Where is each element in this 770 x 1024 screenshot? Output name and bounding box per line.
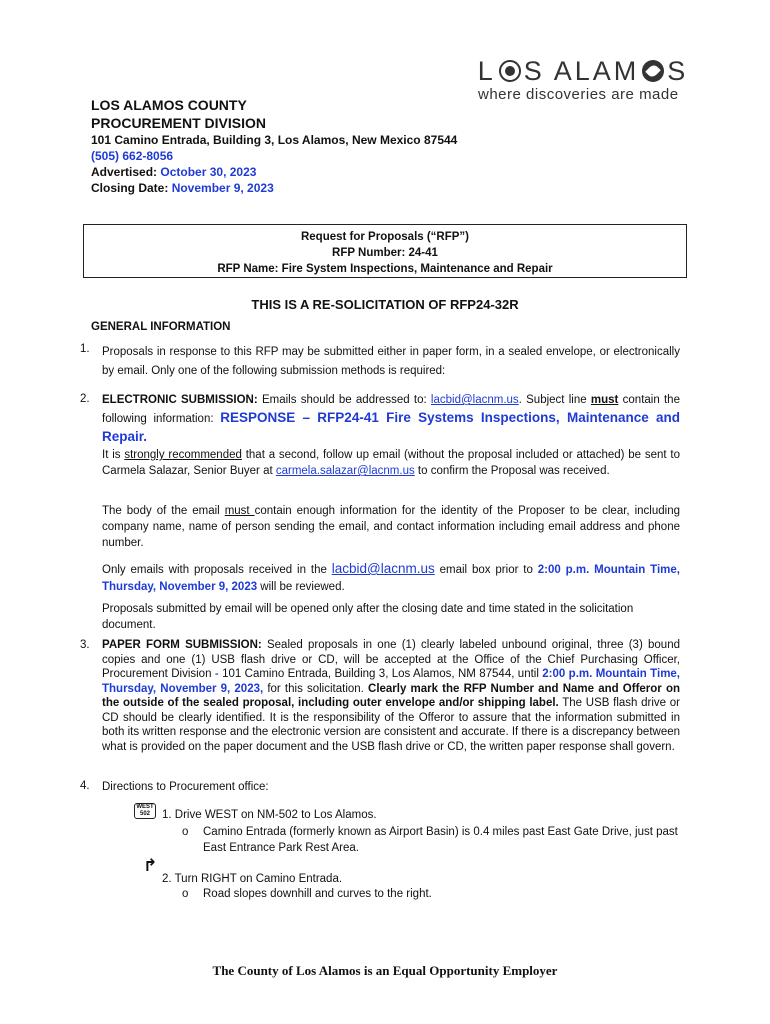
- item2-text: . Subject line: [518, 394, 591, 406]
- strongly-recommended: strongly recommended: [124, 449, 242, 461]
- item2-text: email box prior to: [434, 564, 538, 576]
- item2-paragraph5: Proposals submitted by email will be opened only after the closing date and time stated in the solicitation document.: [102, 603, 634, 631]
- paper-deadline-time: 2:00 p.m. Mountain Time, Thursday, November 9, 2023,: [102, 668, 681, 695]
- item2-text: to confirm the Proposal was received.: [414, 465, 610, 477]
- item2-text: Only emails with proposals received in the: [102, 564, 332, 576]
- bid-email-link-2[interactable]: lacbid@lacnm.us: [331, 561, 435, 576]
- mark-instructions: Clearly mark the RFP Number and Name and Offeror on the outside of the sealed proposal, including outer envelope and/or shipping label.: [102, 682, 680, 709]
- los-alamos-logo: [476, 56, 690, 103]
- item-number: 3.: [80, 639, 90, 651]
- item3-text: The USB flash drive or CD should be clearly identified. It is the responsibility of the Offeror to assure that the information submitted in both its written response and the electronic version are consistent and accurate. If there is a discrepancy between what is provided on the paper document and the USB flash drive or CD, the written paper response shall govern.: [102, 697, 680, 753]
- must-underline: must: [224, 505, 255, 517]
- sun-icon: [499, 60, 521, 82]
- closing-label: Closing Date: [91, 181, 165, 195]
- item-number: 4.: [80, 780, 90, 792]
- must-emphasis: must: [590, 394, 619, 406]
- deadline-time: 2:00 p.m. Mountain Time, Thursday, November 9, 2023: [102, 564, 680, 593]
- direction-step-1: 1. Drive WEST on NM-502 to Los Alamos.: [162, 809, 377, 821]
- item2-text: that a second, follow up email (without the proposal included or attached) be sent to Carmela Salazar, Senior Buyer at: [102, 449, 680, 477]
- rfp-name: RFP Name: Fire System Inspections, Maintenance and Repair: [217, 263, 553, 275]
- highway-sign-icon: [134, 803, 156, 819]
- item2-text: contain the following information:: [102, 394, 680, 425]
- logo-tagline: where discoveries are made: [478, 86, 679, 103]
- item3-paragraph: [102, 638, 680, 754]
- direction-step-2: 2. Turn RIGHT on Camino Entrada.: [162, 873, 343, 885]
- phone: (505) 662-8056: [91, 149, 174, 163]
- logo-wordmark: [476, 56, 690, 86]
- item2-text: The body of the email: [102, 505, 225, 517]
- logo-letter-l: L: [477, 56, 496, 86]
- direction-step-1-detail: Camino Entrada (formerly known as Airport Basin) is 0.4 miles past East Gate Drive, just past East Entrance Park Rest Area.: [203, 826, 678, 854]
- resolicitation-heading: THIS IS A RE-SOLICITATION OF RFP24-32R: [251, 297, 519, 312]
- leaf-icon: [642, 60, 664, 82]
- item2-text: It is: [102, 449, 125, 461]
- closing-line: Closing Date: November 9, 2023: [91, 181, 274, 195]
- buyer-email-link[interactable]: carmela.salazar@lacnm.us: [275, 465, 415, 477]
- address: 101 Camino Entrada, Building 3, Los Alamos, New Mexico 87544: [91, 133, 458, 147]
- item2-text: Emails should be addressed to:: [257, 394, 431, 406]
- bid-email-link[interactable]: lacbid@lacnm.us: [430, 394, 519, 406]
- item3-text: Sealed proposals in one (1) clearly labeled unbound original, three (3) bound copies and one (1) USB flash drive or CD, will be accepted at the Office of the Chief Purchasing Officer, Procurement Division - 101 Camino Entrada, Building 3, Los Alamos, NM 87544, until: [102, 639, 680, 680]
- direction-step-2-detail: Road slopes downhill and curves to the right.: [203, 888, 432, 900]
- closing-date: November 9, 2023: [171, 181, 274, 195]
- division-name: PROCUREMENT DIVISION: [91, 115, 267, 131]
- electronic-submission-heading: ELECTRONIC SUBMISSION:: [102, 394, 258, 406]
- advertised-line: [91, 164, 457, 180]
- item4-text: Directions to Procurement office:: [102, 781, 269, 793]
- item2-paragraph2: [102, 447, 680, 479]
- highway-sign-text: WEST 502: [136, 804, 154, 817]
- sub-bullet: o: [182, 826, 189, 838]
- rfp-title: Request for Proposals (“RFP”): [300, 231, 470, 243]
- advertised-label: Advertised:: [91, 165, 158, 179]
- item-number: 2.: [80, 393, 90, 405]
- item-number: 1.: [80, 343, 90, 355]
- rfp-box: [83, 224, 687, 278]
- turn-right-arrow-icon: ↱: [143, 856, 158, 875]
- advertised-date: October 30, 2023: [160, 165, 257, 179]
- item2-paragraph3: [102, 503, 680, 551]
- rfp-number: RFP Number: 24-41: [332, 247, 438, 259]
- item2-paragraph1: [102, 392, 680, 447]
- item1-text: Proposals in response to this RFP may be submitted either in paper form, in a sealed envelope, or electronically by email. Only one of the following submission methods is required:: [102, 346, 680, 377]
- org-name: LOS ALAMOS COUNTY: [91, 97, 247, 113]
- header-block: [91, 96, 457, 196]
- item2-text: will be reviewed.: [257, 581, 345, 593]
- item3-text: for this solicitation.: [263, 682, 369, 695]
- footer-eoe: The County of Los Alamos is an Equal Opportunity Employer: [212, 963, 558, 978]
- logo-letter-s: S: [667, 56, 689, 86]
- sub-bullet: o: [182, 888, 189, 900]
- general-info-heading: GENERAL INFORMATION: [91, 321, 231, 333]
- logo-letters-mid: S ALAM: [523, 56, 640, 86]
- paper-submission-heading: PAPER FORM SUBMISSION:: [102, 639, 262, 651]
- response-subject: RESPONSE – RFP24-41 Fire Systems Inspections, Maintenance and Repair.: [102, 410, 680, 444]
- item2-text: contain enough information for the identity of the Proposer to be clear, including company name, name of person sending the email, and contact information including email address and phone number.: [102, 505, 680, 549]
- item2-paragraph4: [102, 560, 680, 596]
